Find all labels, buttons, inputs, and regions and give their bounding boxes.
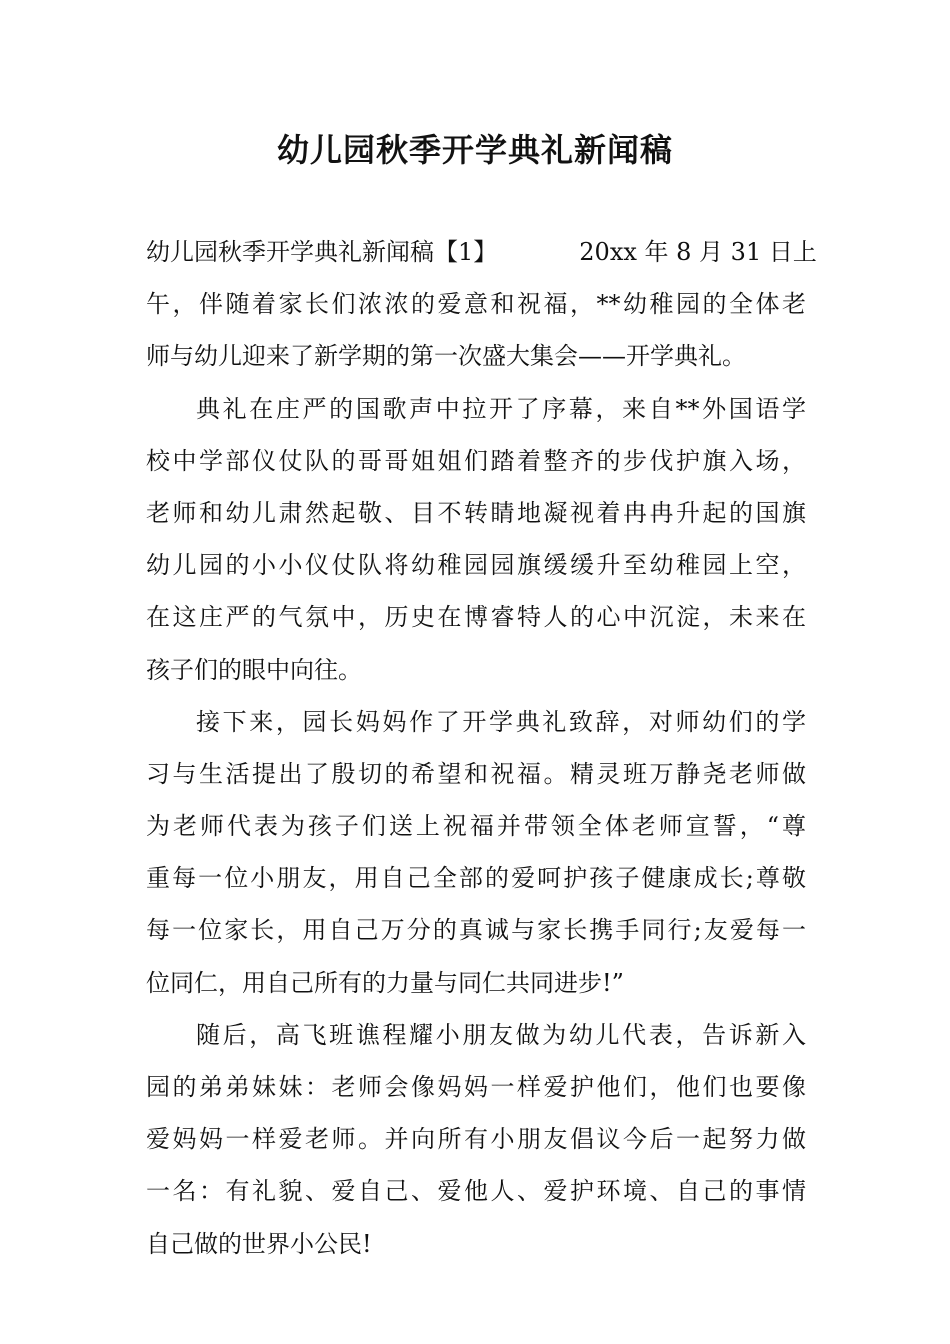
text-line-16: 随后，高飞班谯程耀小朋友做为幼儿代表，告诉新入	[196, 1020, 806, 1049]
text-line-11: 习与生活提出了殷切的希望和祝福。精灵班万静尧老师做	[146, 759, 806, 788]
document-title: 幼儿园秋季开学典礼新闻稿	[276, 131, 673, 169]
text-line-1	[146, 226, 817, 278]
text-line-14: 每一位家长，用自己万分的真诚与家长携手同行;友爱每一	[146, 916, 806, 945]
text-line-2: 午，伴随着家长们浓浓的爱意和祝福，**幼稚园的全体老	[146, 290, 806, 319]
text-line-13: 重每一位小朋友，用自己全部的爱呵护孩子健康成长;尊敬	[146, 864, 806, 893]
text-line-5: 校中学部仪仗队的哥哥姐姐们踏着整齐的步伐护旗入场，	[146, 446, 806, 475]
text-line-9: 孩子们的眼中向往。	[146, 655, 362, 684]
article-date: 20xx 年 8 月 31 日上	[579, 238, 817, 266]
text-line-19: 一名：有礼貌、爱自己、爱他人、爱护环境、自己的事情	[146, 1177, 806, 1206]
text-line-8: 在这庄严的气氛中，历史在博睿特人的心中沉淀，未来在	[146, 603, 806, 632]
text-line-6: 老师和幼儿肃然起敬、目不转睛地凝视着冉冉升起的国旗	[146, 498, 806, 527]
document-body	[146, 226, 817, 1270]
text-line-20: 自己做的世界小公民!	[146, 1229, 372, 1258]
text-line-15: 位同仁，用自己所有的力量与同仁共同进步!”	[146, 968, 624, 997]
text-line-18: 爱妈妈一样爱老师。并向所有小朋友倡议今后一起努力做	[146, 1125, 806, 1154]
text-line-3: 师与幼儿迎来了新学期的第一次盛大集会——开学典礼。	[146, 342, 746, 371]
text-line-7: 幼儿园的小小仪仗队将幼稚园园旗缓缓升至幼稚园上空，	[146, 551, 806, 580]
text-line-17: 园的弟弟妹妹：老师会像妈妈一样爱护他们，他们也要像	[146, 1073, 806, 1101]
text-line-10: 接下来，园长妈妈作了开学典礼致辞，对师幼们的学	[196, 707, 806, 736]
text-line-4: 典礼在庄严的国歌声中拉开了序幕，来自**外国语学	[196, 394, 806, 423]
text-line-12: 为老师代表为孩子们送上祝福并带领全体老师宣誓，“尊	[146, 812, 806, 841]
article-heading: 幼儿园秋季开学典礼新闻稿【1】	[146, 238, 498, 266]
